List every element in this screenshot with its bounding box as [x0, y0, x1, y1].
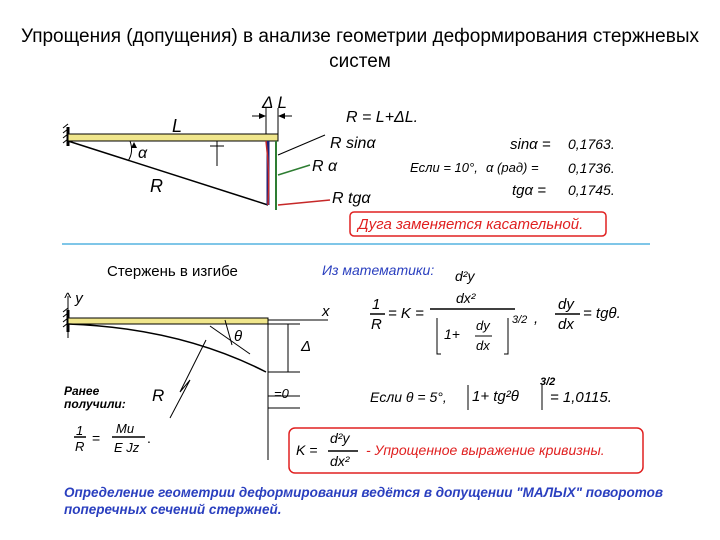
label-R-bottom: R	[152, 386, 165, 405]
tg-num: dy	[558, 296, 574, 313]
k-den-one: 1+	[444, 326, 460, 342]
label-delta: Δ	[301, 338, 312, 355]
rad-lhs: α (рад) =	[486, 160, 539, 175]
pow-three-halves: 3/2	[540, 376, 556, 388]
label-Rsin: R sinα	[330, 135, 376, 152]
label-zero: =0	[274, 386, 289, 401]
box-k: K =	[296, 442, 318, 458]
tg-lhs: tgα =	[512, 182, 546, 199]
r-equation: R = L+ΔL.	[346, 109, 419, 126]
if-five-degrees: Если θ = 5°,	[370, 389, 447, 405]
label-Ralpha: R α	[312, 158, 338, 175]
curvature-value: = 1,0115.	[550, 389, 612, 406]
bending-heading: Стержень в изгибе	[107, 263, 238, 280]
math-header: Из математики:	[322, 262, 435, 278]
radius-line	[68, 141, 268, 205]
footer-note: Определение геометрии деформирования ведётся в допущении "МАЛЫХ" поворотов поперечных сечений стержней.	[64, 485, 664, 517]
f1-mnum: Mи	[116, 421, 135, 436]
k-dy: dy	[476, 318, 490, 333]
k-R: R	[371, 316, 382, 333]
label-theta: θ	[234, 328, 243, 345]
f1-eq: =	[92, 430, 101, 446]
label-Rtg: R tgα	[332, 190, 371, 207]
k-comma: ,	[534, 310, 539, 327]
sin-value: 0,1763.	[568, 136, 615, 152]
k-numden: dx²	[456, 290, 476, 306]
sin-lhs: sinα =	[510, 136, 551, 153]
rad-value: 0,1736.	[568, 160, 615, 176]
k-dx: dx	[476, 338, 490, 353]
if-ten-degrees: Если = 10°,	[410, 160, 478, 175]
axis-x: x	[322, 303, 330, 320]
bottom-beam	[68, 318, 268, 324]
label-delta-L: Δ L	[262, 93, 287, 112]
box-den: dx²	[330, 453, 350, 469]
label-L: L	[172, 116, 183, 136]
tg-squared: 1+ tg²θ	[472, 388, 519, 405]
bottom-wall-support	[63, 308, 68, 332]
earlier-note: Ранее получили:	[64, 384, 126, 411]
arc-note: Дуга заменяется касательной.	[358, 216, 584, 233]
f1-num: 1	[76, 423, 84, 438]
k-one: 1	[372, 296, 381, 313]
f1-dot: .	[147, 430, 151, 446]
k-pow: 3/2	[512, 314, 528, 326]
label-R: R	[150, 176, 163, 196]
label-alpha: α	[138, 145, 148, 162]
f1-mden: E Jz	[114, 440, 140, 455]
axis-y: ^ y	[64, 290, 83, 307]
tg-den: dx	[558, 316, 574, 333]
k-num: d²y	[455, 268, 475, 284]
box-num: d²y	[330, 430, 350, 446]
tg-rhs: = tgθ.	[583, 305, 621, 322]
box-text: - Упрощенное выражение кривизны.	[366, 442, 605, 458]
top-wall-support	[63, 124, 68, 146]
tg-value: 0,1745.	[568, 182, 615, 198]
k-eq: = K =	[388, 305, 424, 322]
page-title: Упрощения (допущения) в анализе геометрии деформирования стержневых систем	[20, 26, 699, 72]
f1-den: R	[75, 439, 85, 454]
